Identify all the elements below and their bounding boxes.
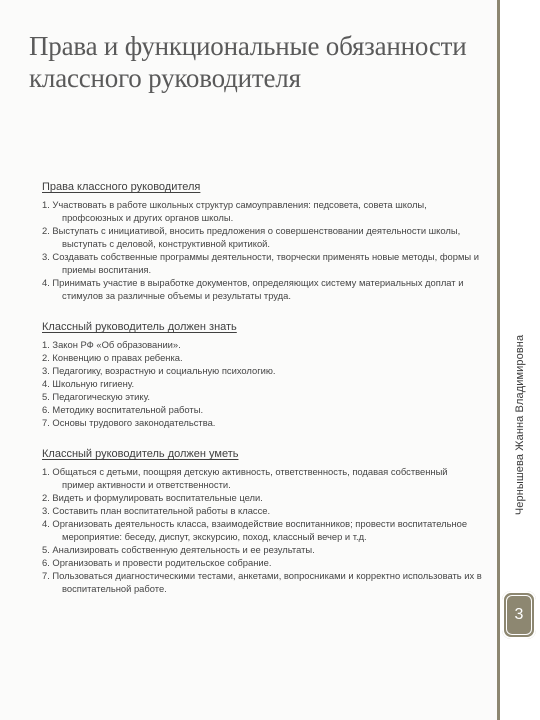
page-number: 3: [506, 595, 532, 635]
list-item: 1. Участвовать в работе школьных структур самоуправления: педсовета, совета школы, профсоюзных и других органов школы.: [42, 199, 427, 223]
list-item: 2. Конвенцию о правах ребенка.: [42, 352, 183, 363]
list-item: 5. Педагогическую этику.: [42, 391, 150, 402]
author-caption: Чернышева Жанна Владимировна: [514, 334, 526, 516]
slide-content: [42, 180, 482, 595]
slide-title: Права и функциональные обязанности классного руководителя: [29, 31, 467, 93]
section-heading: Классный руководитель должен уметь: [42, 448, 239, 460]
list-item: 6. Методику воспитательной работы.: [42, 404, 204, 415]
list-item: 3. Составить план воспитательной работы в классе.: [42, 505, 271, 516]
section-heading: Классный руководитель должен знать: [42, 321, 237, 333]
list-item: 6. Организовать и провести родительское собрание.: [42, 557, 272, 568]
list-item: 4. Принимать участие в выработке документов, определяющих систему материальных доплат и стимулов за различные объемы и результаты труда.: [42, 277, 464, 301]
sidebar-divider: [497, 0, 500, 720]
list-item: 2. Видеть и формулировать воспитательные цели.: [42, 492, 263, 503]
section-heading: Права классного руководителя: [42, 181, 201, 193]
list-item: 7. Основы трудового законодательства.: [42, 417, 216, 428]
list-item: 2. Выступать с инициативой, вносить предложения о совершенствовании деятельности школы, выступать с деловой, конструктивной критикой.: [42, 225, 461, 249]
section-must-know: [42, 320, 482, 429]
list-item: 4. Школьную гигиену.: [42, 378, 135, 389]
section-rights: [42, 180, 482, 302]
list-item: 5. Анализировать собственную деятельность и ее результаты.: [42, 544, 315, 555]
list-item: 3. Педагогику, возрастную и социальную психологию.: [42, 365, 276, 376]
list-item: 1. Общаться с детьми, поощряя детскую активность, ответственность, подавая собственный пример активности и ответственности.: [42, 466, 448, 490]
list-item: 7. Пользоваться диагностическими тестами, анкетами, вопросниками и корректно использовать их в воспитательной работе.: [42, 570, 482, 594]
section-must-be-able: [42, 447, 482, 595]
list-item: 4. Организовать деятельность класса, взаимодействие воспитанников; провести воспитательное мероприятие: беседу, диспут, экскурсию, поход, классный вечер и т.д.: [42, 518, 468, 542]
list-item: 1. Закон РФ «Об образовании».: [42, 339, 181, 350]
list-item: 3. Создавать собственные программы деятельности, творчески применять новые методы, формы и приемы воспитания.: [42, 251, 480, 275]
page-number-badge: [502, 591, 536, 639]
